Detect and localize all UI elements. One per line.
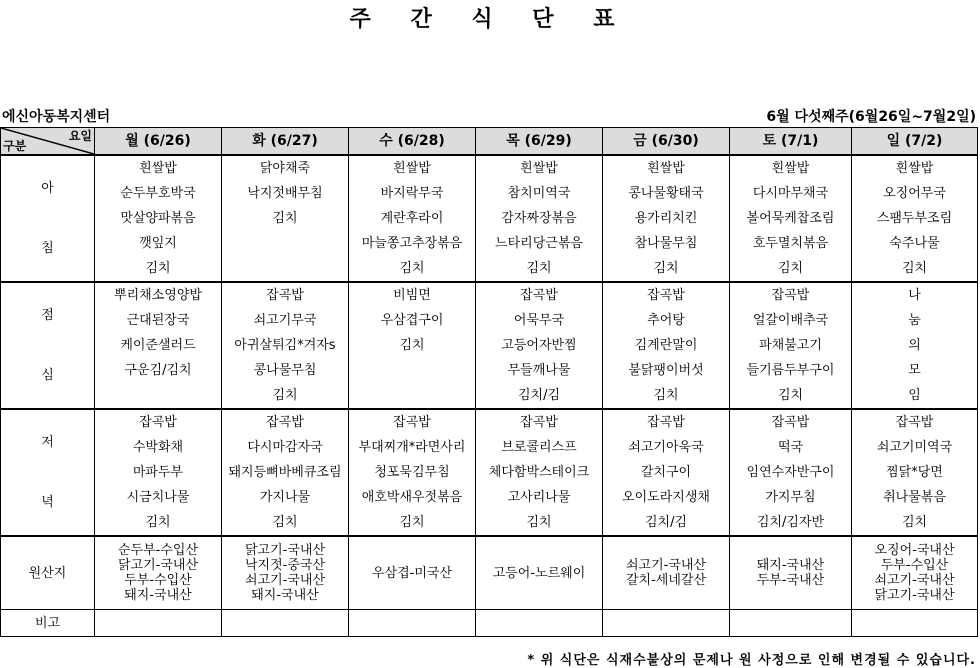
- origin-line: 쇠고기-국내산: [625, 558, 707, 573]
- menu-row: [1, 155, 978, 181]
- menu-item: 김치: [730, 256, 852, 282]
- menu-item: 시금치나물: [95, 485, 222, 510]
- meal-label: [1, 155, 95, 282]
- note-cell: [852, 610, 978, 637]
- menu-item: 체다함박스테이크: [476, 460, 603, 485]
- menu-item: 아귀살튀김*겨자s: [222, 333, 349, 358]
- menu-item: 김치: [730, 383, 852, 409]
- menu-item: 김치: [222, 510, 349, 536]
- menu-item: 흰쌀밥: [852, 155, 978, 181]
- meal-label: [1, 282, 95, 409]
- menu-row: [1, 231, 978, 256]
- menu-item: 김계란말이: [603, 333, 730, 358]
- menu-item: [95, 383, 222, 409]
- origin-line: 돼지-국내산: [124, 588, 192, 603]
- menu-row: [1, 308, 978, 333]
- menu-row: [1, 206, 978, 231]
- origin-line: 닭고기-국내산: [244, 543, 326, 558]
- menu-item: 돼지등뼈바베큐조림: [222, 460, 349, 485]
- menu-item: 계란후라이: [349, 206, 476, 231]
- menu-item: 모: [852, 358, 978, 383]
- menu-item: 흰쌀밥: [476, 155, 603, 181]
- menu-item: 비빔면: [349, 282, 476, 308]
- menu-item: 구운김/김치: [95, 358, 222, 383]
- origin-line: 갈치-세네갈산: [625, 573, 707, 588]
- menu-item: 감자짜장볶음: [476, 206, 603, 231]
- origin-cell: [349, 536, 476, 610]
- menu-item: 잡곡밥: [222, 409, 349, 435]
- menu-item: 김치: [476, 510, 603, 536]
- menu-item: 케이준샐러드: [95, 333, 222, 358]
- menu-item: 숙주나물: [852, 231, 978, 256]
- menu-item: 김치: [852, 510, 978, 536]
- menu-item: 다시마무채국: [730, 181, 852, 206]
- corner-left-label: 구분: [3, 139, 27, 153]
- note-cell: [349, 610, 476, 637]
- menu-item: 잡곡밥: [603, 282, 730, 308]
- menu-item: 마늘쫑고추장볶음: [349, 231, 476, 256]
- menu-item: 볼어묵케찹조림: [730, 206, 852, 231]
- menu-item: 김치: [603, 256, 730, 282]
- menu-item: 흰쌀밥: [349, 155, 476, 181]
- origin-line: 두부-국내산: [756, 573, 825, 588]
- menu-item: 용가리치킨: [603, 206, 730, 231]
- menu-item: 김치: [95, 510, 222, 536]
- origin-label: 원산지: [1, 536, 95, 610]
- menu-item: 김치: [349, 333, 476, 358]
- note-cell: [603, 610, 730, 637]
- menu-item: 브로콜리스프: [476, 435, 603, 460]
- menu-item: 콩나물무침: [222, 358, 349, 383]
- menu-item: 고사리나물: [476, 485, 603, 510]
- day-header: 일 (7/2): [852, 128, 978, 156]
- corner-cell: [1, 128, 95, 156]
- menu-item: 수박화채: [95, 435, 222, 460]
- menu-row: [1, 383, 978, 409]
- menu-item: 찜닭*당면: [852, 460, 978, 485]
- weekly-menu-table: [0, 127, 978, 637]
- note-cell: [222, 610, 349, 637]
- menu-item: 눔: [852, 308, 978, 333]
- menu-item: 스팸두부조림: [852, 206, 978, 231]
- menu-item: 바지락무국: [349, 181, 476, 206]
- meal-label-top: 점: [41, 307, 54, 323]
- menu-item: 김치: [852, 256, 978, 282]
- note-label: 비고: [1, 610, 95, 637]
- menu-item: 김치: [222, 383, 349, 409]
- menu-item: 쇠고기아욱국: [603, 435, 730, 460]
- menu-item: 김치/김자반: [730, 510, 852, 536]
- origin-line: 순두부-수입산: [117, 543, 199, 558]
- menu-item: 김치/김: [603, 510, 730, 536]
- origin-line: 닭고기-국내산: [874, 588, 955, 603]
- menu-row: [1, 358, 978, 383]
- note-cell: [476, 610, 603, 637]
- menu-item: 파채불고기: [730, 333, 852, 358]
- menu-item: 호두멸치볶음: [730, 231, 852, 256]
- menu-item: 떡국: [730, 435, 852, 460]
- meal-label-bottom: 녁: [41, 494, 54, 510]
- menu-item: 어묵무국: [476, 308, 603, 333]
- menu-row: [1, 485, 978, 510]
- origin-line: 돼지-국내산: [756, 558, 825, 573]
- meal-label-bottom: 심: [41, 367, 54, 383]
- menu-item: 느타리당근볶음: [476, 231, 603, 256]
- menu-row: [1, 435, 978, 460]
- menu-item: 들기름두부구이: [730, 358, 852, 383]
- menu-row: [1, 181, 978, 206]
- menu-item: 임: [852, 383, 978, 409]
- origin-line: 쇠고기-국내산: [244, 573, 326, 588]
- menu-item: 임연수자반구이: [730, 460, 852, 485]
- meal-label-bottom: 침: [41, 240, 54, 256]
- menu-item: 순두부호박국: [95, 181, 222, 206]
- origin-line: 두부-수입산: [124, 573, 192, 588]
- meal-label-top: 아: [41, 180, 54, 196]
- menu-row: [1, 510, 978, 536]
- menu-item: 쇠고기무국: [222, 308, 349, 333]
- menu-item: 김치: [349, 510, 476, 536]
- menu-item: 잡곡밥: [222, 282, 349, 308]
- origin-line: 우삼겹-미국산: [371, 565, 453, 581]
- menu-item: 잡곡밥: [603, 409, 730, 435]
- menu-item: 다시마감자국: [222, 435, 349, 460]
- menu-item: 김치: [476, 256, 603, 282]
- day-header: 화 (6/27): [222, 128, 349, 156]
- menu-item: 잡곡밥: [476, 282, 603, 308]
- menu-item: 잡곡밥: [730, 282, 852, 308]
- origin-line: 고등어-노르웨이: [492, 565, 586, 581]
- origin-cell: [95, 536, 222, 610]
- menu-row: [1, 256, 978, 282]
- menu-item: 청포묵김무침: [349, 460, 476, 485]
- menu-item: [222, 256, 349, 282]
- menu-item: 근대된장국: [95, 308, 222, 333]
- menu-item: 갈치구이: [603, 460, 730, 485]
- day-header: 금 (6/30): [603, 128, 730, 156]
- menu-item: 닭야채죽: [222, 155, 349, 181]
- menu-item: 흰쌀밥: [603, 155, 730, 181]
- day-header: 토 (7/1): [730, 128, 852, 156]
- meal-label: [1, 409, 95, 536]
- menu-item: 부대찌개*라면사리: [349, 435, 476, 460]
- origin-line: 닭고기-국내산: [117, 558, 199, 573]
- origin-line: 두부-수입산: [880, 558, 949, 573]
- menu-item: 콩나물황태국: [603, 181, 730, 206]
- note-cell: [95, 610, 222, 637]
- page-title: 주 간 식 단 표: [349, 7, 631, 32]
- day-header: 수 (6/28): [349, 128, 476, 156]
- menu-row: [1, 333, 978, 358]
- center-name: 에신아동복지센터: [2, 109, 111, 125]
- menu-item: 김치: [222, 206, 349, 231]
- menu-item: 잡곡밥: [349, 409, 476, 435]
- menu-item: 쇠고기미역국: [852, 435, 978, 460]
- menu-item: 잡곡밥: [730, 409, 852, 435]
- menu-item: 무들깨나물: [476, 358, 603, 383]
- menu-item: 우삼겹구이: [349, 308, 476, 333]
- day-header: 월 (6/26): [95, 128, 222, 156]
- origin-line: 돼지-국내산: [251, 588, 319, 603]
- menu-item: [349, 358, 476, 383]
- menu-item: 잡곡밥: [95, 409, 222, 435]
- menu-item: 낙지젓배무침: [222, 181, 349, 206]
- menu-item: 취나물볶음: [852, 485, 978, 510]
- footer-note: * 위 식단은 식재수불상의 문제나 원 사정으로 인해 변경될 수 있습니다.: [527, 653, 976, 668]
- menu-item: [349, 383, 476, 409]
- origin-cell: [222, 536, 349, 610]
- origin-cell: [603, 536, 730, 610]
- menu-item: 잡곡밥: [476, 409, 603, 435]
- menu-item: 추어탕: [603, 308, 730, 333]
- menu-row: [1, 460, 978, 485]
- meal-label-top: 저: [41, 434, 54, 450]
- day-header: 목 (6/29): [476, 128, 603, 156]
- menu-row: [1, 282, 978, 308]
- menu-item: 김치/김: [476, 383, 603, 409]
- menu-item: 나: [852, 282, 978, 308]
- menu-item: 고등어자반찜: [476, 333, 603, 358]
- menu-item: 뿌리채소영양밥: [95, 282, 222, 308]
- origin-line: 오징어-국내산: [874, 543, 955, 558]
- menu-item: 마파두부: [95, 460, 222, 485]
- menu-item: 흰쌀밥: [730, 155, 852, 181]
- menu-item: 김치: [95, 256, 222, 282]
- menu-row: [1, 409, 978, 435]
- menu-item: 김치: [603, 383, 730, 409]
- origin-line: 쇠고기-국내산: [874, 573, 955, 588]
- corner-right-label: 요일: [68, 129, 92, 143]
- menu-item: 얼갈이배추국: [730, 308, 852, 333]
- menu-item: 가지무침: [730, 485, 852, 510]
- menu-item: 맛살양파볶음: [95, 206, 222, 231]
- menu-item: 참나물무침: [603, 231, 730, 256]
- menu-item: 오이도라지생채: [603, 485, 730, 510]
- origin-cell: [852, 536, 978, 610]
- note-row: [1, 610, 978, 637]
- menu-item: 가지나물: [222, 485, 349, 510]
- menu-item: 오징어무국: [852, 181, 978, 206]
- menu-item: 의: [852, 333, 978, 358]
- origin-cell: [730, 536, 852, 610]
- header-row: [1, 128, 978, 156]
- menu-item: 김치: [349, 256, 476, 282]
- menu-item: 흰쌀밥: [95, 155, 222, 181]
- origin-line: 낙지젓-중국산: [244, 558, 326, 573]
- week-label: 6월 다섯째주(6월26일~7월2일): [766, 109, 976, 125]
- menu-item: [222, 231, 349, 256]
- menu-item: 잡곡밥: [852, 409, 978, 435]
- menu-item: 애호박새우젓볶음: [349, 485, 476, 510]
- menu-item: 깻잎지: [95, 231, 222, 256]
- origin-cell: [476, 536, 603, 610]
- menu-item: 불닭팽이버섯: [603, 358, 730, 383]
- menu-item: 참치미역국: [476, 181, 603, 206]
- origin-row: [1, 536, 978, 610]
- note-cell: [730, 610, 852, 637]
